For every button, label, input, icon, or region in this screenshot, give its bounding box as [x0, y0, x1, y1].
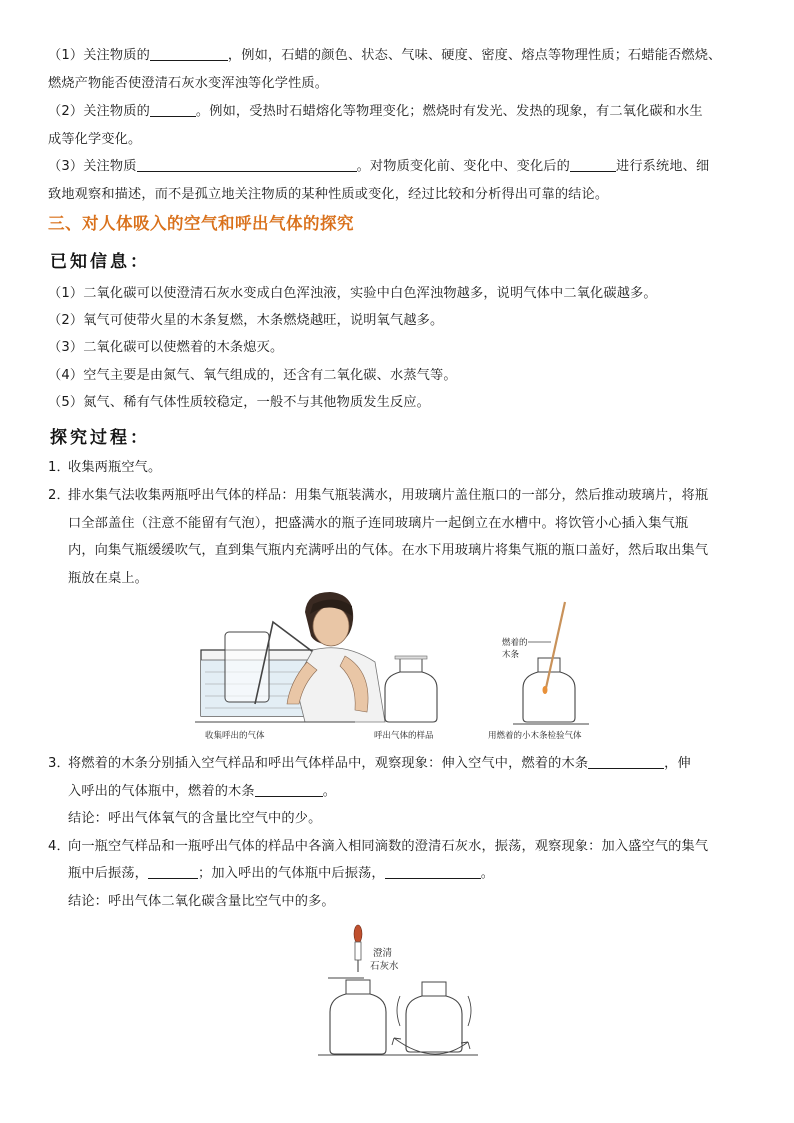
step-3-line-2: [68, 778, 768, 805]
known-info-heading: 已知信息：: [50, 252, 150, 272]
paragraph-1-line-2: [48, 70, 748, 97]
step-2-line-3: 内，向集气瓶缓缓吹气，直到集气瓶内充满呼出的气体。在水下用玻璃片将集气瓶的瓶口盖好，然后取出集气: [68, 543, 709, 558]
step-1: [48, 454, 748, 481]
answer-blank[interactable]: [588, 754, 664, 769]
step-number: 2．: [48, 488, 70, 503]
test-bottle-illustration: [513, 602, 589, 724]
figure-caption-collect: 收集呼出的气体: [205, 731, 265, 741]
known-item: （2）氧气可使带火星的木条复燃，木条燃烧越旺，说明氧气越多。: [48, 313, 444, 328]
answer-blank[interactable]: [150, 46, 228, 61]
step-number: 3．: [48, 756, 70, 771]
step-4-line-2: [68, 860, 768, 887]
text: 收集两瓶空气。: [68, 460, 162, 475]
process-heading: 探究过程：: [50, 428, 150, 448]
known-item: （5）氮气、稀有气体性质较稳定，一般不与其他物质发生反应。: [48, 395, 430, 410]
dropper-illustration: [354, 925, 362, 972]
step-4-line-1: [48, 833, 748, 860]
answer-blank[interactable]: [570, 157, 616, 172]
known-item: （3）二氧化碳可以使燃着的木条熄灭。: [48, 340, 284, 355]
section-heading: 三、对人体吸入的空气和呼出气体的探究: [48, 214, 354, 233]
text: 将燃着的木条分别插入空气样品和呼出气体样品中，观察现象：伸入空气中，燃着的木条: [68, 756, 589, 771]
figure-label-stick-1: 燃着的: [502, 638, 528, 648]
figure-label-stick-2: 木条: [502, 650, 520, 660]
figure-caption-sample: 呼出气体的样品: [374, 731, 434, 741]
text: 。: [480, 866, 495, 881]
step-2-line-4: 瓶放在桌上。: [68, 571, 149, 586]
step-number: 1．: [48, 460, 70, 475]
answer-blank[interactable]: [385, 864, 481, 879]
step-3-line-1: [48, 750, 748, 777]
bottle-with-dropper-illustration: [330, 980, 386, 1054]
text: 入呼出的气体瓶中，燃着的木条: [68, 784, 255, 799]
paragraph-1-line-1: [48, 42, 748, 69]
step-2-line-2: 口全部盖住（注意不能留有气泡），把盛满水的瓶子连同玻璃片一起倒立在水槽中。将饮管小心插入集气瓶: [68, 516, 689, 531]
paragraph-3-line-2: [48, 181, 748, 208]
text: （1）关注物质的: [48, 48, 150, 63]
text: ；加入呼出的气体瓶中后振荡，: [198, 866, 385, 881]
text: 燃烧产物能否使澄清石灰水变浑浊等化学性质。: [48, 76, 329, 91]
answer-blank[interactable]: [148, 864, 198, 879]
text: 向一瓶空气样品和一瓶呼出气体的样品中各滴入相同滴数的澄清石灰水，振荡，观察现象：加入盛空气的集气: [68, 839, 709, 854]
figure-caption-test: 用燃着的小木条检验气体: [488, 731, 582, 741]
text: 致地观察和描述，而不是孤立地关注物质的某种性质或变化，经过比较和分析得出可靠的结论。: [48, 187, 609, 202]
paragraph-2-line-1: [48, 98, 748, 125]
answer-blank[interactable]: [150, 102, 196, 117]
known-item: （4）空气主要是由氮气、氧气组成的，还含有二氧化碳、水蒸气等。: [48, 368, 457, 383]
figure-label-limewater-1: 澄清: [373, 948, 393, 959]
text: 。例如，受热时石蜡熔化等物理变化；燃烧时有发光、发热的现象，有二氧化碳和水生: [195, 104, 703, 119]
text: 成等化学变化。: [48, 132, 142, 147]
experiment-figure-1: [195, 592, 615, 742]
text: 。对物质变化前、变化中、变化后的: [356, 159, 570, 174]
paragraph-2-line-2: [48, 126, 748, 153]
step-2-line-1: [48, 482, 748, 509]
text: ，例如，石蜡的颜色、状态、气味、硬度、密度、熔点等物理性质；石蜡能否燃烧、: [227, 48, 722, 63]
sample-bottle-illustration: [385, 656, 437, 722]
text: 。: [322, 784, 337, 799]
text: （2）关注物质的: [48, 104, 150, 119]
step-4-conclusion: 结论：呼出气体二氧化碳含量比空气中的多。: [68, 894, 335, 909]
step-3-conclusion: 结论：呼出气体氧气的含量比空气中的少。: [68, 811, 322, 826]
answer-blank[interactable]: [137, 157, 357, 172]
text: （3）关注物质: [48, 159, 137, 174]
text: ，伸: [664, 756, 691, 771]
figure-label-limewater-2: 石灰水: [370, 961, 399, 972]
paragraph-3-line-1: [48, 153, 748, 180]
answer-blank[interactable]: [255, 782, 323, 797]
experiment-figure-2: [318, 918, 478, 1060]
text: 进行系统地、细: [615, 159, 710, 174]
shaken-bottle-illustration: [392, 982, 471, 1054]
known-item: （1）二氧化碳可以使澄清石灰水变成白色浑浊液，实验中白色浑浊物越多，说明气体中二氧化碳越多。: [48, 286, 657, 301]
text: 排水集气法收集两瓶呼出气体的样品：用集气瓶装满水，用玻璃片盖住瓶口的一部分，然后推动玻璃片，将瓶: [68, 488, 709, 503]
text: 瓶中后振荡，: [68, 866, 149, 881]
step-number: 4．: [48, 839, 70, 854]
